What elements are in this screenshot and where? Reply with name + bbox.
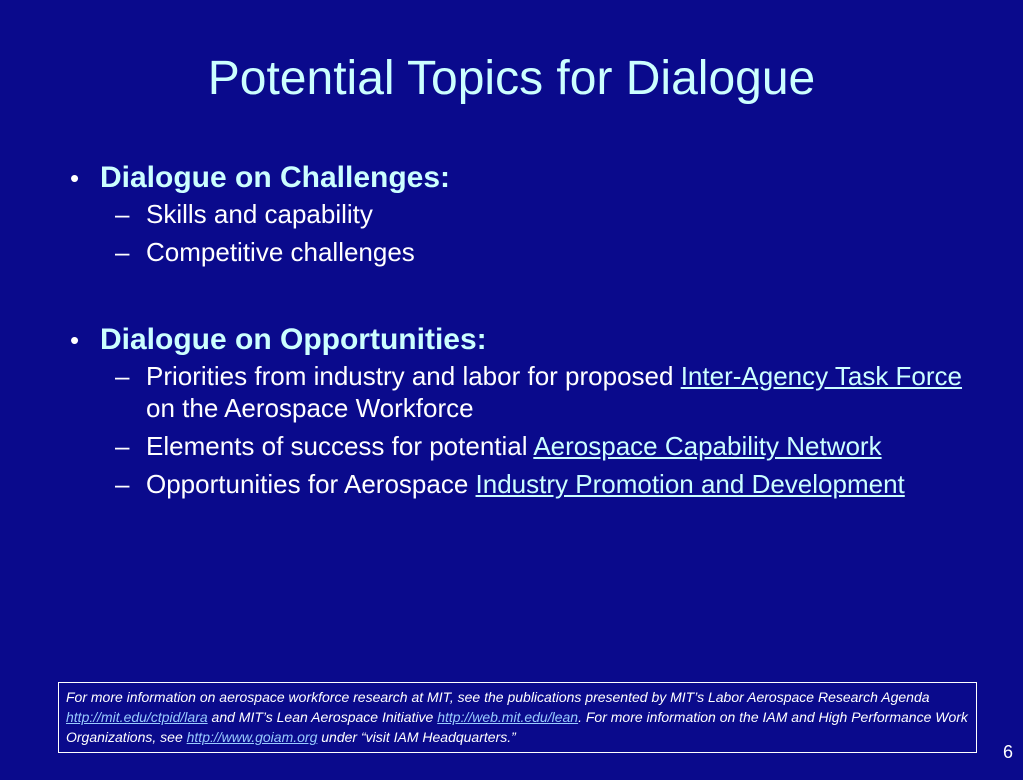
footer-text: under “visit IAM Headquarters.” [317,729,516,745]
item-text-pre: Opportunities for Aerospace [146,469,476,499]
list-item [115,198,970,230]
bullet-dot: • [70,163,80,193]
goiam-link[interactable]: http://www.goiam.org [186,729,318,745]
slide-title: Potential Topics for Dialogue [207,52,816,105]
dash-marker: – [115,237,130,267]
item-text-post: on the Aerospace Workforce [146,393,474,423]
item-text-pre: Priorities from industry and labor for proposed [146,361,681,391]
list-item-text: Skills and capability [146,199,373,229]
list-item [115,430,970,462]
list-item-text [146,360,970,424]
opportunities-section [70,322,970,506]
page-number: 6 [1002,742,1013,762]
challenges-bullet-row [70,160,970,196]
opportunities-bullet-row [70,322,970,358]
lean-link[interactable]: http://web.mit.edu/lean [437,709,579,725]
dash-marker: – [115,199,130,229]
aerospace-capability-network-link[interactable]: Aerospace Capability Network [533,431,882,461]
item-text-pre: Elements of success for potential [146,431,534,461]
industry-promotion-link[interactable]: Industry Promotion and Development [475,469,905,499]
dash-marker: – [115,469,130,499]
footer-info-box [58,682,977,753]
challenges-heading: Dialogue on Challenges: [100,161,451,194]
lara-link[interactable]: http://mit.edu/ctpid/lara [66,709,208,725]
list-item [115,360,970,424]
dash-marker: – [115,431,130,461]
list-item-text [146,468,970,500]
list-item [115,468,970,500]
inter-agency-task-force-link[interactable]: Inter-Agency Task Force [680,361,963,391]
footer-text: For more information on aerospace workforce research at MIT, see the publications presented by MIT’s Labor Aerospace Research Agenda [66,689,930,705]
footer-text: and MIT’s Lean Aerospace Initiative [207,709,438,725]
footer-text: . For more information on the IAM and High Performance Work Organizations, see [66,709,968,745]
opportunities-list [115,360,970,500]
opportunities-heading: Dialogue on Opportunities: [100,323,487,356]
bullet-dot: • [70,325,80,355]
list-item-text: Competitive challenges [146,237,415,267]
list-item-text [146,430,970,462]
dash-marker: – [115,361,130,391]
list-item [115,236,970,268]
challenges-section [70,160,970,274]
challenges-list [115,198,970,268]
